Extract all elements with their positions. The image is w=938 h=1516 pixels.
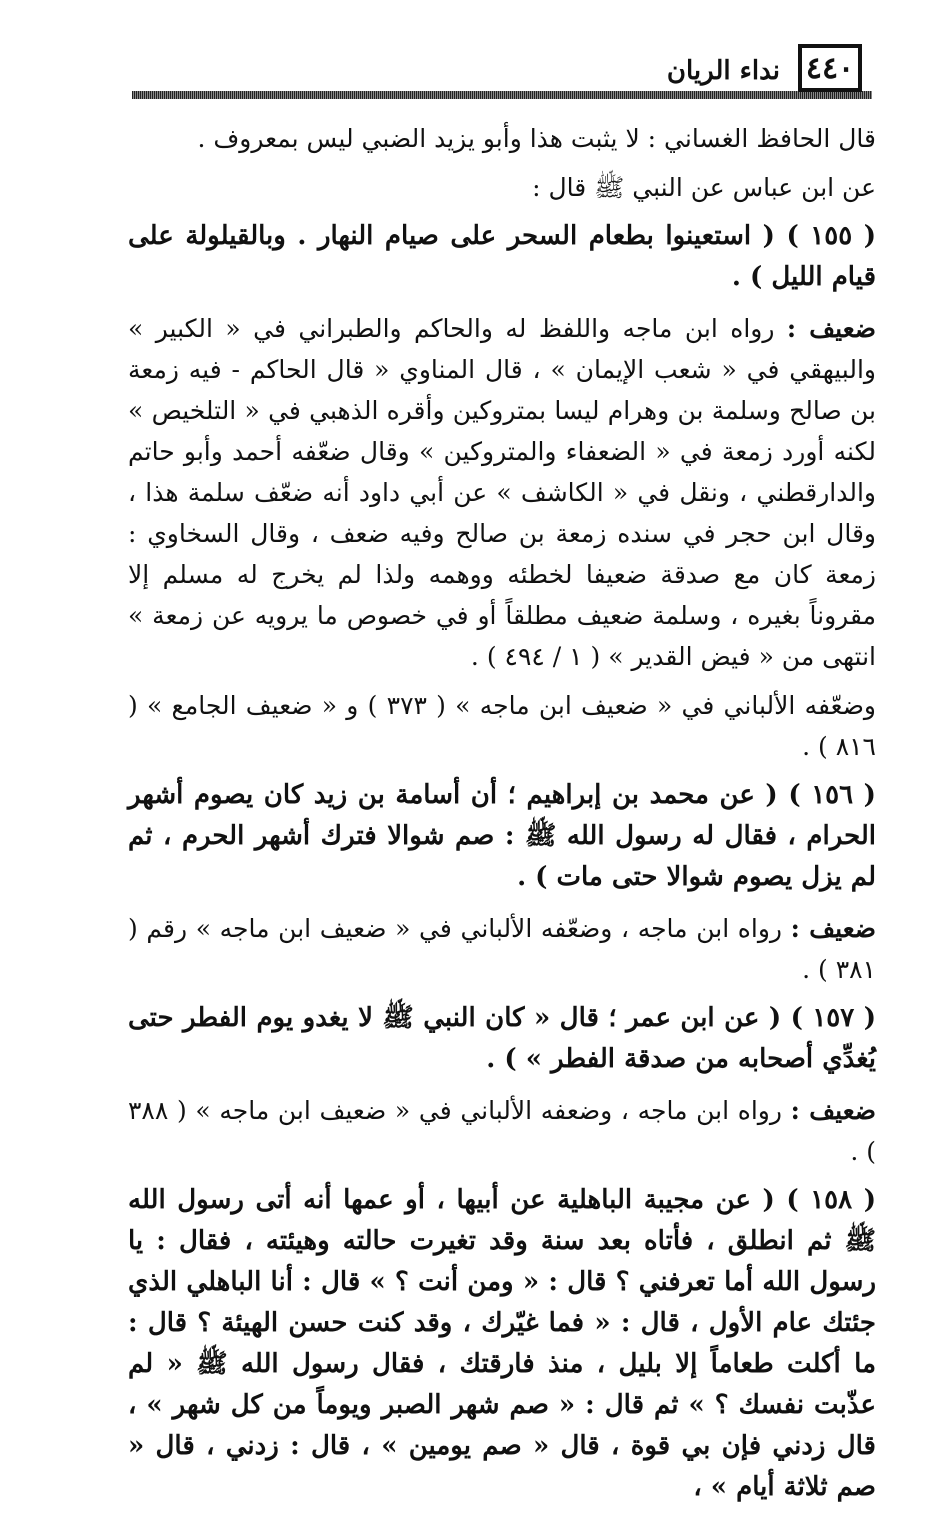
page-number: ٤٤٠ [798,44,862,92]
grading-155: ضعيف : رواه ابن ماجه واللفظ له والحاكم والطبراني في « الكبير » والبيهقي في « شعب الإيمان » ، قال المناوي « قال الحاكم - فيه زمعة بن صالح وسلمة بن وهرام ليسا بمتروكين وأقره الذهبي في « التلخيص » لكنه أورد زمعة في « الضعفاء والمتروكين » وقال ضعّفه أحمد وأبو حاتم والدارقطني ، ونقل في « الكاشف » عن أبي داود أنه ضعّف سلمة هذا ، وقال ابن حجر في سنده زمعة بن صالح وفيه ضعف ، وقال السخاوي : زمعة كان مع صدقة ضعيفا لخطئه ووهمه ولذا لم يخرج له مسلم إلا مقروناً بغيره ، وسلمة ضعيف مطلقاً أو في خصوص ما يرويه عن زمعة » انتهى من « فيض القدير » ( ١ / ٤٩٤ ) . [128,314,876,671]
hadith-156: ( ١٥٦ ) ( عن محمد بن إبراهيم ؛ أن أسامة بن زيد كان يصوم أشهر الحرام ، فقال له رسول الله ﷺ : صم شوالا فترك أشهر الحرم ، ثم لم يزل يصوم شوالا حتى مات ) . [128,780,876,892]
hadith-155: ( ١٥٥ ) ( استعينوا بطعام السحر على صيام النهار . وبالقيلولة على قيام الليل ) . [128,221,876,292]
grading-label: ضعيف : [790,914,876,943]
grading-label: ضعيف : [790,1096,876,1125]
paragraph-ghassani: قال الحافظ الغساني : لا يثبت هذا وأبو يزيد الضبي ليس بمعروف . [197,124,876,153]
hadith-158: ( ١٥٨ ) ( عن مجيبة الباهلية عن أبيها ، أو عمها أنه أتى رسول الله ﷺ ثم انطلق ، فأتاه بعد سنة وقد تغيرت حالته وهيئته ، فقال : يا رسول الله أما تعرفني ؟ قال : « ومن أنت ؟ » قال : أنا الباهلي الذي جئتك عام الأول ، قال : « فما غيّرك ، وقد كنت حسن الهيئة ؟ قال : ما أكلت طعاماً إلا بليل ، منذ فارقتك ، فقال رسول الله ﷺ « لم عذّبت نفسك ؟ » ثم قال : « صم شهر الصبر ويوماً من كل شهر » ، قال زدني فإن بي قوة ، قال « صم يومين » ، قال : زدني ، قال « صم ثلاثة أيام » ، [128,1185,876,1502]
header-rule [132,91,872,99]
paragraph-albani-155: وضعّفه الألباني في « ضعيف ابن ماجه » ( ٣٧٣ ) و « ضعيف الجامع » ( ٨١٦ ) . [128,691,876,761]
grading-157: ضعيف : رواه ابن ماجه ، وضعفه الألباني في « ضعيف ابن ماجه » ( ٣٨٨ ) . [128,1096,876,1166]
hadith-157: ( ١٥٧ ) ( عن ابن عمر ؛ قال « كان النبي ﷺ لا يغدو يوم الفطر حتى يُغدِّي أصحابه من صدقة الفطر » ) . [128,1003,876,1074]
paragraph-narration-intro: عن ابن عباس عن النبي ﷺ قال : [532,173,876,202]
book-title: نداء الريان [666,56,780,86]
page-body [128,118,876,1516]
grading-156: ضعيف : رواه ابن ماجه ، وضعّفه الألباني في « ضعيف ابن ماجه » رقم ( ٣٨١ ) . [128,914,876,984]
page-header [132,44,872,104]
grading-label: ضعيف : [786,314,876,343]
